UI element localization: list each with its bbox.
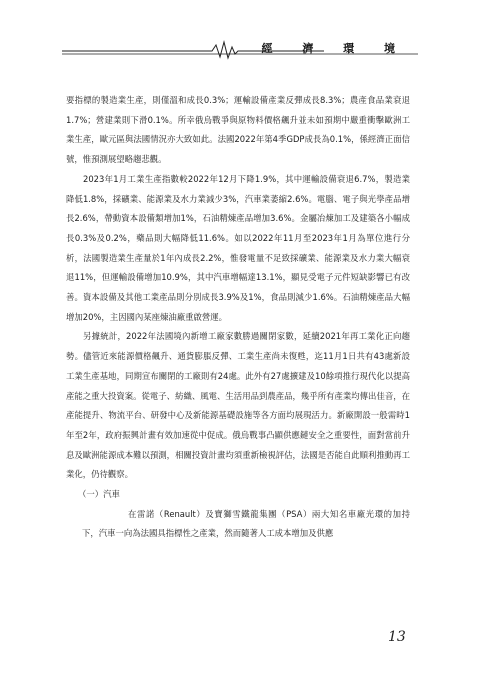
body-text: [66, 91, 410, 544]
section-heading: （一）汽車: [78, 489, 120, 500]
paragraph-1: 要指標的製造業生產，則僅溫和成長0.3%；運輸設備產業反彈成長8.3%；農產食品業衰退1.7%；營建業則下滑0.1%。所幸俄烏戰爭與原物料價格飆升並未如預期中嚴重衝擊歐洲工業生產，歐元區與法國情況亦大致如此。法國2022年第4季GDP成長為0.1%，係經濟正面信號，惟預測展望略趨悲觀。: [66, 95, 410, 165]
page-header: [62, 38, 418, 60]
paragraph-2: 2023年1月工業生產指數較2022年12月下降1.9%，其中運輸設備衰退6.7%，製造業降低1.8%，採礦業、能源業及水力業減少3%，汽車業萎縮2.6%。電腦、電子與光學產品增長2.6%，帶動資本設備類增加1%，石油精煉產品增加3.6%。金屬冶煉加工及建築各小幅成長0.3%及0.2%，藥品則大幅降低11.6%。如以2022年11月至2023年1月為單位進行分析，法國製造業生產量於1年內成長2.2%，惟發電量不足致採礦業、能源業及水力業大幅衰退11%，但運輸設備增加10.9%，其中汽車增幅達13.1%，顯見受電子元件短缺影響已有改善。資本設備及其他工業產品則分別成長3.9%及1%，食品則減少1.6%。石油精煉產品大幅增加20%，主因國內某座煉油廠重啟營運。: [66, 173, 410, 322]
section-paragraph: 在雷諾（Renault）及寶獅雪鐵龍集團（PSA）兩大知名車廠光環的加持下，汽車一向為法國具指標性之產業，然而隨著人工成本增加及供應: [82, 508, 410, 539]
header-title: 經 濟 環 境: [261, 42, 408, 55]
paragraph-3: 另據統計，2022年法國境內新增工廠家數勝過關閉家數，延續2021年再工業化正向趨勢。儘管近來能源價格飆升、通貨膨脹反彈、工業生產尚未復甦，迄11月1日共有43處新設工業生產基地，同期宣布關閉的工廠則有24處。此外有27處擴建及10餘項推行現代化以提高產能之重大投資案。從電子、紡織、風電、生活用品到農產品，幾乎所有產業均傳出佳音，在產能提升、物流平台、研發中心及新能源基礎設施等各方面均展現活力。新廠開設一般需時1年至2年，政府振興計畫有效加速從中促成。俄烏戰事凸顯供應鏈安全之重要性，面對當前升息及歐洲能源成本難以預測，相關投資計畫均須重新檢視評估，法國是否能自此順利推動再工業化，仍待觀察。: [66, 331, 410, 480]
page-number: 13: [388, 629, 406, 645]
